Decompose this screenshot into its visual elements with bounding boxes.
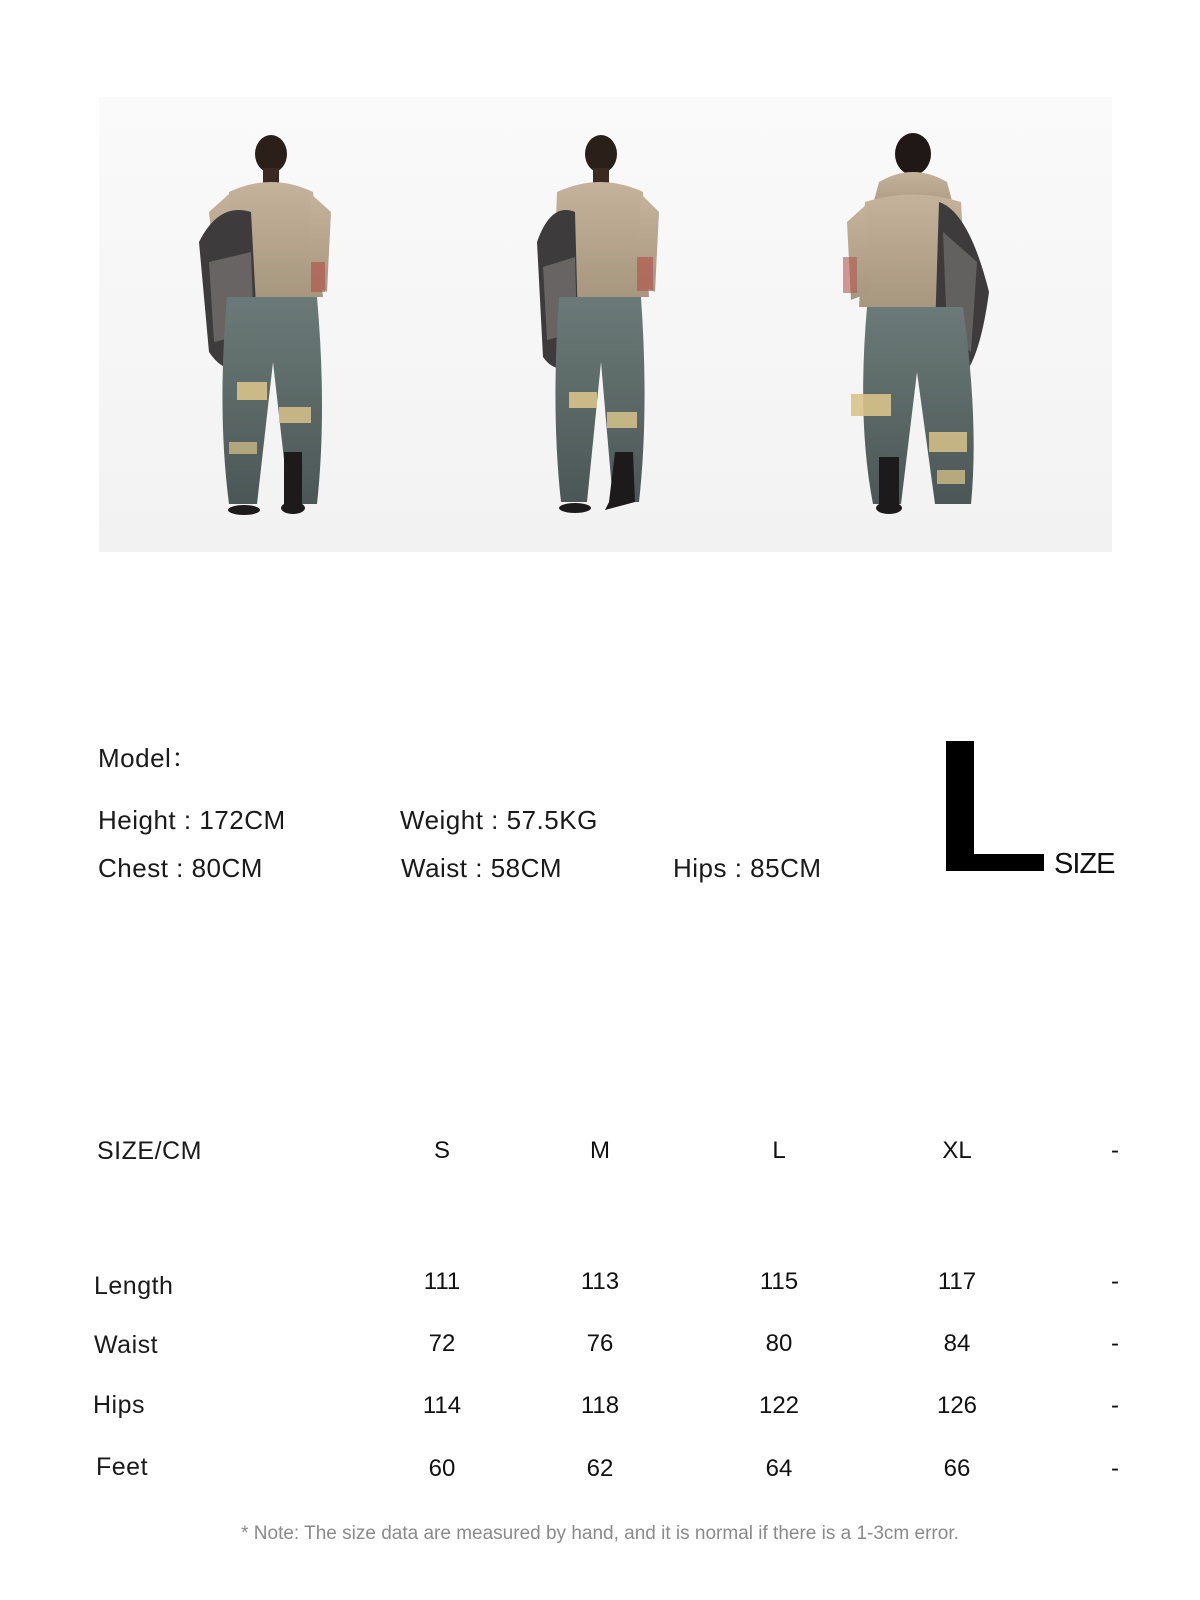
size-header-s: S <box>433 1137 451 1164</box>
model-figure-back <box>843 133 989 514</box>
table-cell: 84 <box>943 1330 971 1357</box>
table-cell: 66 <box>943 1455 971 1482</box>
table-cell: 76 <box>586 1330 614 1357</box>
table-cell: 126 <box>936 1392 978 1419</box>
table-cell: - <box>1111 1392 1119 1419</box>
row-label-waist: Waist <box>94 1331 159 1359</box>
size-header-xl: XL <box>942 1137 972 1164</box>
size-header-m: M <box>590 1137 610 1164</box>
table-cell: 113 <box>580 1268 620 1295</box>
model-photo-strip <box>99 97 1112 552</box>
measurement-note: * Note: The size data are measured by hand, and it is normal if there is a 1-3cm error. <box>241 1523 959 1544</box>
model-heading: Model： <box>98 743 198 773</box>
table-cell: 72 <box>428 1330 456 1357</box>
table-cell: - <box>1111 1455 1119 1482</box>
model-figure-side <box>537 135 659 513</box>
model-weight: Weight : 57.5KG <box>400 805 598 835</box>
model-figure-front <box>199 135 331 515</box>
table-cell: 122 <box>758 1392 800 1419</box>
table-cell: 111 <box>423 1268 461 1295</box>
table-cell: 117 <box>937 1268 977 1295</box>
model-waist: Waist : 58CM <box>401 853 563 883</box>
size-header-l: L <box>772 1137 786 1164</box>
model-photos-illustration <box>99 97 1112 552</box>
model-height: Height : 172CM <box>98 805 286 835</box>
table-cell: 80 <box>765 1330 793 1357</box>
table-cell: 115 <box>759 1268 799 1295</box>
table-cell: 118 <box>580 1392 620 1419</box>
row-label-hips: Hips <box>93 1391 146 1419</box>
table-cell: - <box>1111 1330 1119 1357</box>
size-letter-logo <box>946 726 1052 876</box>
table-cell: 114 <box>422 1392 462 1419</box>
size-word: SIZE <box>1054 848 1115 880</box>
table-header-label: SIZE/CM <box>97 1137 202 1165</box>
table-cell: 60 <box>428 1455 456 1482</box>
table-cell: 62 <box>586 1455 614 1482</box>
model-hips: Hips : 85CM <box>673 853 822 883</box>
row-label-length: Length <box>94 1272 174 1300</box>
row-label-feet: Feet <box>96 1453 149 1481</box>
table-cell: - <box>1111 1268 1119 1295</box>
size-header-extra: - <box>1111 1137 1119 1164</box>
table-cell: 64 <box>765 1455 793 1482</box>
model-chest: Chest : 80CM <box>98 853 263 883</box>
